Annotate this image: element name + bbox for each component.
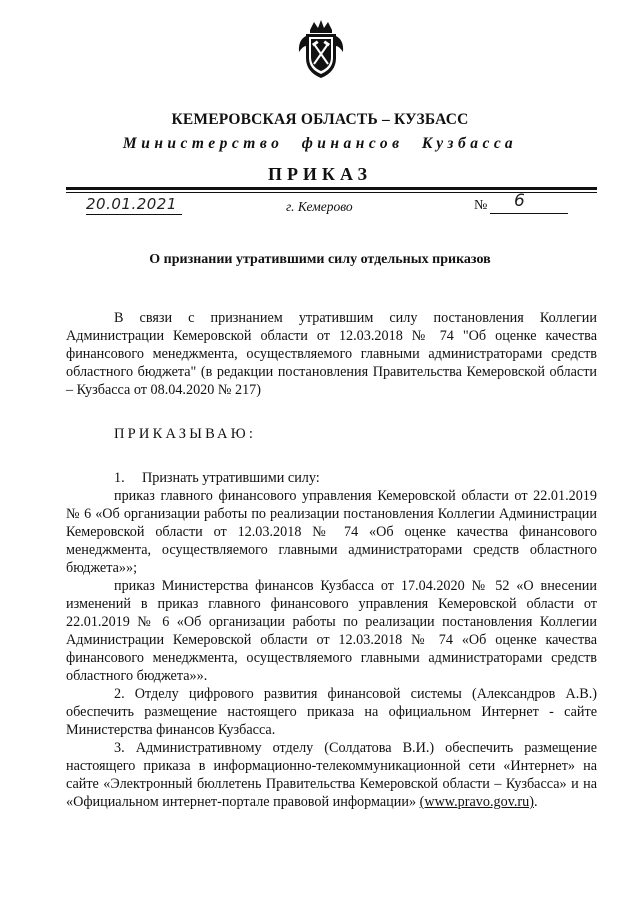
order-word: ПРИКАЗЫВАЮ: xyxy=(114,426,257,442)
document-date: 20.01.2021 xyxy=(86,195,182,215)
document-type: ПРИКАЗ xyxy=(267,164,373,184)
document-number-label: № xyxy=(474,198,488,213)
item-1 xyxy=(66,469,597,487)
item-3-end: . xyxy=(533,794,538,810)
document-city: г. Кемерово xyxy=(286,199,353,214)
item-1-number: 1. xyxy=(114,470,125,486)
item-3-text: 3. Административному отделу (Солдатова В.И.) обеспечить размещение настоящего приказа в информационно-телекоммуникационной сети «Интернет» на сайте «Электронный бюллетень Правительства Кемеровской области – Кузбасса» и на «Официальном интернет-портале правовой информации» xyxy=(66,740,597,810)
document-body xyxy=(66,309,597,811)
item-2: 2. Отделу цифрового развития финансовой системы (Александров А.В.) обеспечить размещение настоящего приказа на официальном Интернет - сайте Министерства финансов Кузбасса. xyxy=(66,686,597,738)
item-1-text: Признать утратившими силу: xyxy=(142,470,320,486)
item-1-order-a: приказ главного финансового управления Кемеровской области от 22.01.2019 № 6 «Об организации работы по реализации постановления Коллегии Администрации Кемеровской области от 12.03.2018 № 74 «Об оценке качества финансового менеджмента, осуществляемого главными администраторами средств областного бюджета»»; xyxy=(66,488,597,576)
document-number: 6 xyxy=(514,191,525,211)
coat-of-arms-icon xyxy=(296,18,346,80)
item-3 xyxy=(66,739,597,811)
preamble-paragraph: В связи с признанием утратившим силу постановления Коллегии Администрации Кемеровской области от 12.03.2018 № 74 "Об оценке качества финансового менеджмента, осуществляемого главными администраторами средств областного бюджета" (в редакции постановления Правительства Кемеровской области – Кузбасса от 08.04.2020 № 217) xyxy=(66,310,597,398)
document-number-line xyxy=(490,213,568,214)
region-name: КЕМЕРОВСКАЯ ОБЛАСТЬ – КУЗБАСС xyxy=(171,111,469,128)
item-1-order-b: приказ Министерства финансов Кузбасса от 17.04.2020 № 52 «О внесении изменений в приказ главного финансового управления Кемеровской области от 22.01.2019 № 6 «Об организации работы по реализации постановления Коллегии Администрации Кемеровской области от 12.03.2018 № 74 «Об оценке качества финансового менеджмента, осуществляемого главными администраторами средств областного бюджета»». xyxy=(66,578,597,684)
ministry-name: Министерство финансов Кузбасса xyxy=(122,135,518,152)
document-title: О признании утратившими силу отдельных приказов xyxy=(149,252,491,267)
header-rule-thick xyxy=(66,187,597,190)
pravo-link[interactable]: (www.pravo.gov.ru) xyxy=(419,794,534,810)
